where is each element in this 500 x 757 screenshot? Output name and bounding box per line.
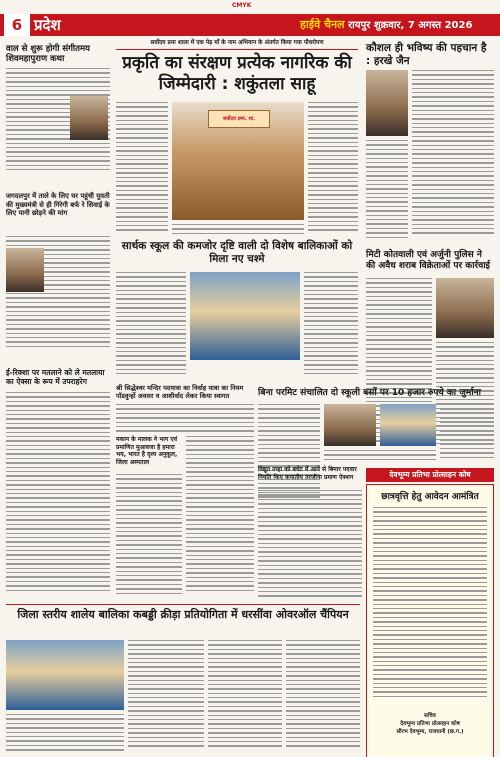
bus-caption bbox=[324, 450, 436, 464]
scholarship-notice bbox=[366, 484, 494, 757]
right-top-body bbox=[412, 70, 494, 245]
bus-body bbox=[258, 404, 320, 504]
top-banner-headline: सर्वोदय प्रमा शाला में एक पेड़ माँ के नाम अभियान के अंतर्गत किया गया पौधरोपण bbox=[150, 40, 324, 46]
bottom-headline: जिला स्तरीय शालेय बालिका कबड्डी क्रीड़ा प्रतियोगिता में धरसींवा ओवरऑल चैंपियन bbox=[17, 608, 349, 621]
mid-photo bbox=[190, 272, 300, 360]
page-number: 6 bbox=[4, 14, 30, 36]
notice-heading: देवभूम्य प्रतिभा प्रोत्साहन कोष bbox=[389, 470, 471, 479]
right-top-headline: कौशल ही भविष्य की पहचान है : हरखे जैन bbox=[366, 42, 487, 67]
left-story-3-body bbox=[6, 392, 110, 622]
bus-fine-headline: बिना परमिट संचालित दो स्कूली बसों पर 10 हजार रुपये का जुर्माना bbox=[258, 388, 481, 398]
notice-organization: देवभूम्य प्रतिभा प्रोत्साहन कोष bbox=[400, 721, 460, 727]
right-top-body-2 bbox=[366, 140, 408, 245]
banner-rule bbox=[116, 49, 358, 50]
procession-body bbox=[116, 404, 254, 434]
wire-headline: विद्युत तन्हा को बचेट में आने से बिमार पदवार नियति किए कपातीय तरजीना प्रमाण ऐक्शन bbox=[258, 466, 357, 481]
procession-headline: श्री सिद्धेश्वर मन्दिर पदयात्रा का निर्वाह यात्रा का नियम पॉडवुन्हों अवसर व आशीर्वाद लेकर किया स्वागत bbox=[116, 384, 244, 400]
right-top-photo bbox=[366, 70, 408, 136]
section-title: प्रदेश bbox=[34, 16, 61, 34]
brand-name: हाईवे चैनल bbox=[300, 18, 345, 31]
bus-photo-1 bbox=[324, 404, 376, 446]
portrait-photo-2 bbox=[6, 248, 44, 292]
farmer-headline: मकान के मालक ने भाग एवं प्रमाणित मुआवजा है हमारा भय, भारत है दृश्य अनुकूल, जिला अस्पताल bbox=[116, 436, 178, 466]
lead-headline: प्रकृति का संरक्षण प्रत्येक नागरिक की जिम्मेदारी : शकुंतला साहू bbox=[122, 53, 352, 94]
left-story-2-title: जगदलपुर में ताले के लिए घर पहुंची युवती की मुख्यमंत्री से ही गिरेगी बर्फ रे सिवाई के लिए पानी छोड़ने की मांग bbox=[6, 192, 110, 217]
masthead bbox=[300, 14, 472, 36]
bottom-body-3 bbox=[208, 640, 282, 754]
portrait-photo-1 bbox=[70, 96, 108, 140]
bus-body-2 bbox=[440, 404, 494, 464]
lead-body-below-photo bbox=[172, 224, 304, 237]
lead-photo bbox=[172, 102, 304, 220]
notice-address: सौरभ देवभूम्य, राजधानी (छ.ग.) bbox=[396, 729, 464, 735]
farmer-body-2 bbox=[186, 436, 254, 602]
mid-headline: सार्थक स्कूल की कमजोर दृष्टि वाली दो विशेष बालिकाओं को मिला नए चश्मे bbox=[121, 240, 353, 265]
mid-body-col-3 bbox=[304, 272, 358, 380]
page-header bbox=[0, 0, 500, 38]
notice-signatory: सचिव bbox=[424, 713, 436, 719]
lead-body-col-1 bbox=[116, 102, 168, 237]
scholarship-title: छात्रवृत्ति हेतु आवेदन आमंत्रित bbox=[381, 492, 479, 502]
bottom-rule bbox=[6, 604, 360, 605]
kabaddi-photo bbox=[6, 640, 124, 710]
right-mid-photo bbox=[436, 278, 494, 338]
left-story-1-title: वाल से शुरू होगी संगीतमय शिवमहापुराण कथा bbox=[6, 44, 90, 64]
bottom-body-1 bbox=[6, 714, 124, 754]
farmer-body bbox=[116, 474, 182, 602]
lead-body-col-3 bbox=[308, 102, 358, 237]
right-mid-headline: मिटी कोतवाली एवं अर्जुनी पुलिस ने की अवैध शराब विक्रेताओं पर कार्रवाई bbox=[366, 250, 490, 271]
banner-cloth: सर्वोदय प्रमा. शा. bbox=[208, 110, 270, 128]
city-name: रायपुर bbox=[348, 20, 371, 31]
wire-body bbox=[258, 490, 362, 602]
left-story-3-title: ई-रिक्शा पर मतलाने को ले मतलाया का ऐक्सा के रूप में उपराहरेग bbox=[6, 368, 105, 386]
scholarship-body bbox=[373, 507, 487, 703]
issue-date: शुक्रवार, 7 अगस्त 2026 bbox=[373, 20, 473, 31]
bottom-body-4 bbox=[286, 640, 360, 754]
bus-photo-2 bbox=[380, 404, 436, 446]
mid-body-col-1 bbox=[116, 272, 186, 380]
cmyk-mark: CMYK bbox=[232, 2, 252, 9]
bottom-body-2 bbox=[128, 640, 204, 754]
